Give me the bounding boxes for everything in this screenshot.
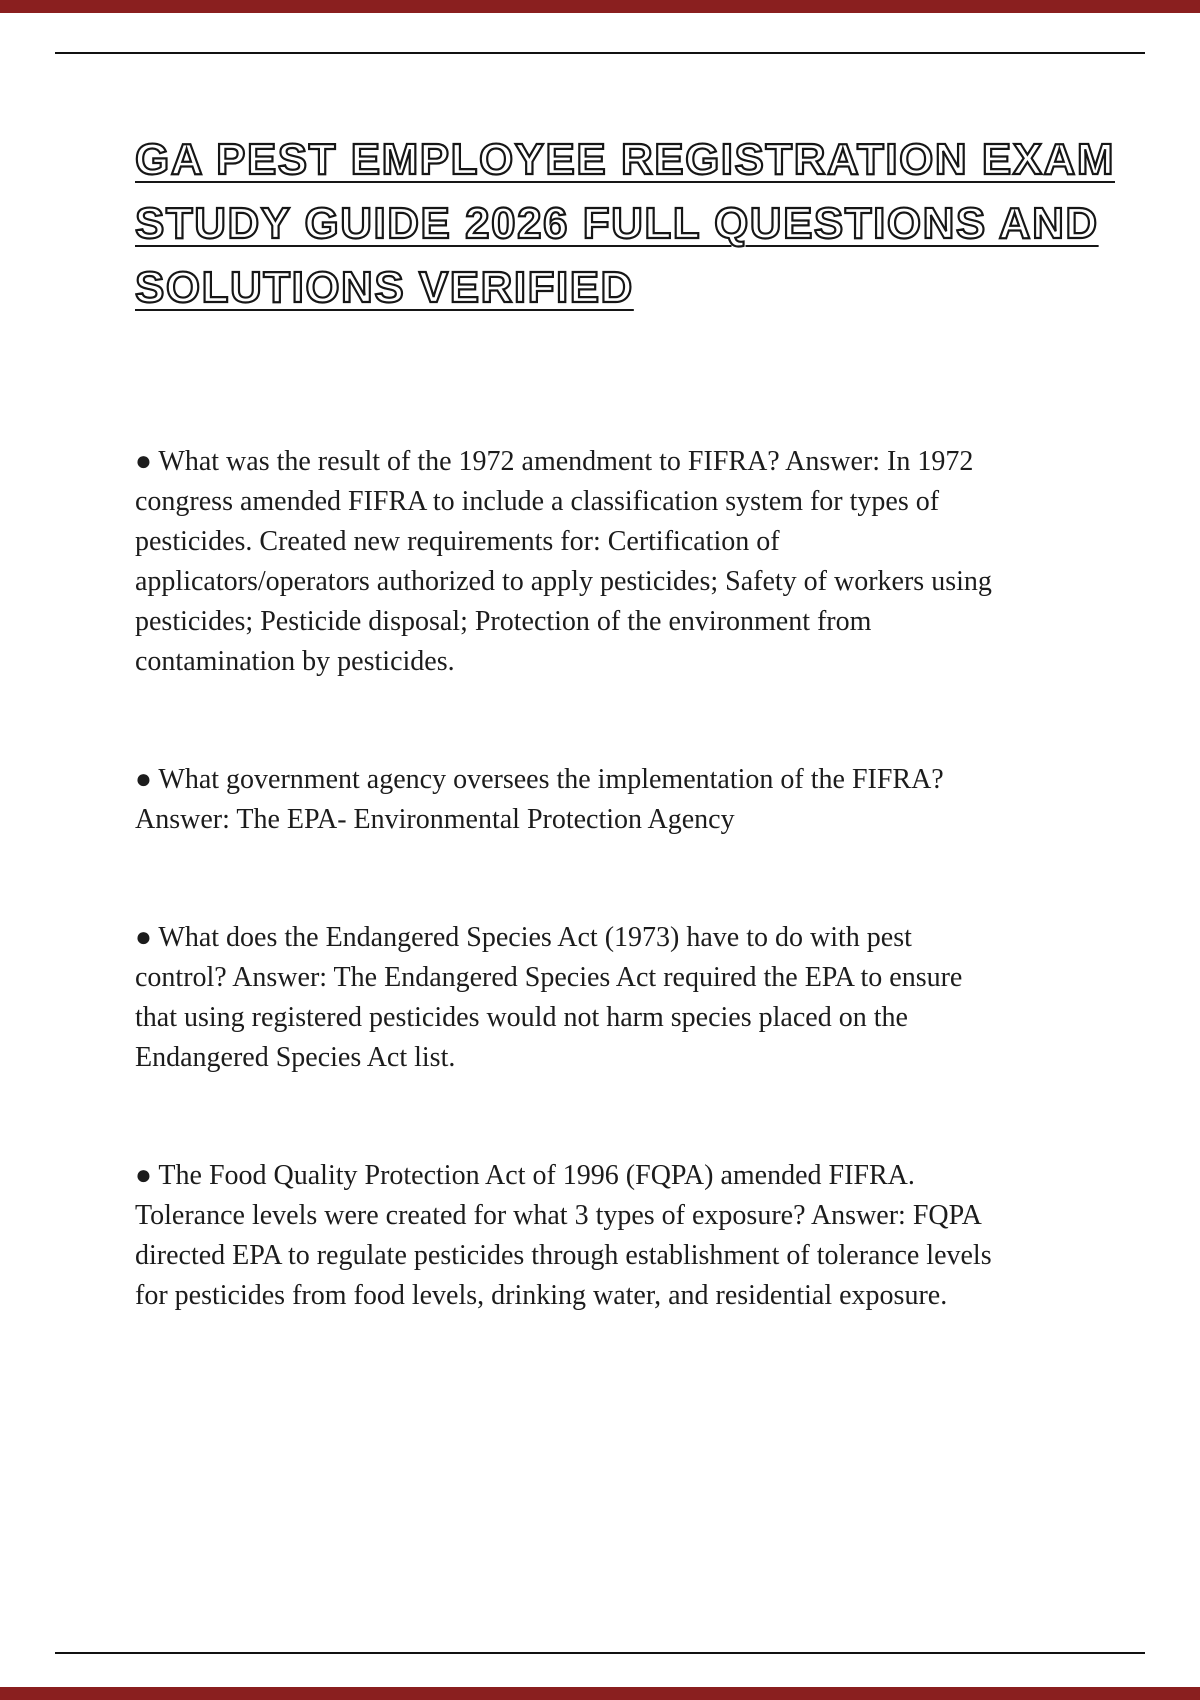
qa-paragraph: ● What was the result of the 1972 amendment to FIFRA? Answer: In 1972 congress amended FIFRA to include a classification system for types of pesticides. Created new requirements for: Certification of applicators/operators authorized to apply pesticides; Safety of workers using pesticides; Pesticide disposal; Protection of the environment from contamination by pesticides. <box>135 446 992 677</box>
title-line-1: GA PEST EMPLOYEE REGISTRATION EXAM <box>135 135 1115 184</box>
qa-paragraph: ● What government agency oversees the implementation of the FIFRA? Answer: The EPA- Environmental Protection Agency <box>135 764 944 835</box>
title-line-3: SOLUTIONS VERIFIED <box>135 263 634 312</box>
top-rule <box>55 52 1145 54</box>
document-title <box>135 128 1115 320</box>
bottom-rule <box>55 1652 1145 1654</box>
title-line-2: STUDY GUIDE 2026 FULL QUESTIONS AND <box>135 199 1099 248</box>
bottom-accent-bar <box>0 1687 1200 1700</box>
top-accent-bar <box>0 0 1200 13</box>
document-body <box>135 442 1005 1394</box>
qa-paragraph: ● What does the Endangered Species Act (1973) have to do with pest control? Answer: The Endangered Species Act required the EPA to ensure that using registered pesticides would not harm species placed on the Endangered Species Act list. <box>135 922 963 1073</box>
qa-paragraph: ● The Food Quality Protection Act of 1996 (FQPA) amended FIFRA. Tolerance levels were created for what 3 types of exposure? Answer: FQPA directed EPA to regulate pesticides through establishment of tolerance levels for pesticides from food levels, drinking water, and residential exposure. <box>135 1160 992 1311</box>
